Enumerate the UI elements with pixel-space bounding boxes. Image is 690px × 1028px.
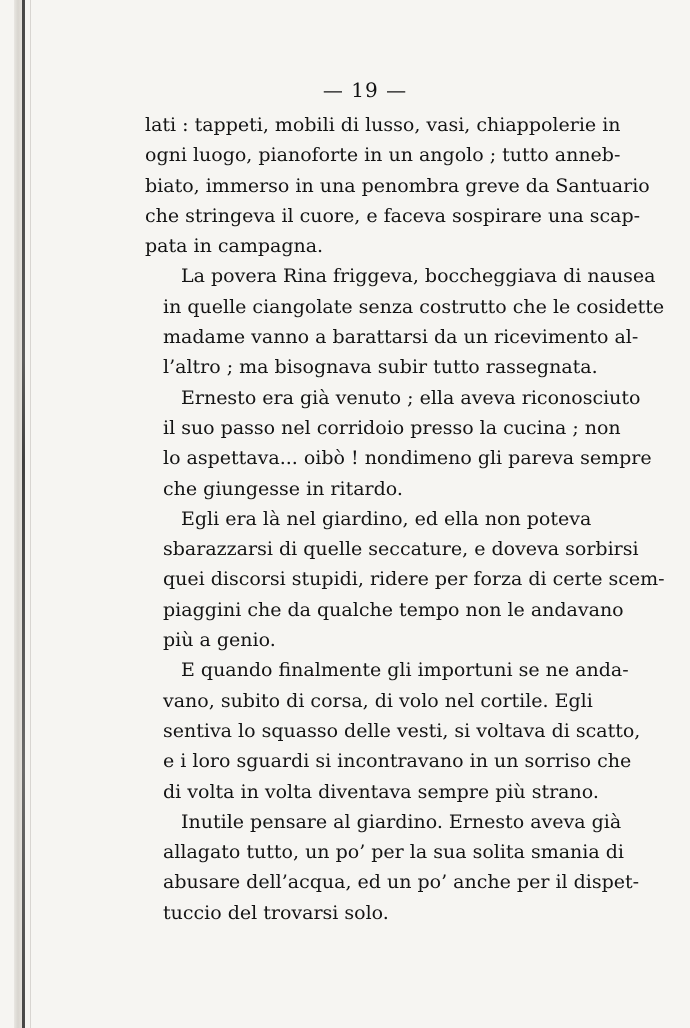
text-line: piaggini che da qualche tempo non le andavano: [163, 598, 624, 621]
text-line: quei discorsi stupidi, ridere per forza di certe scem-: [163, 568, 665, 591]
text-line: E quando finalmente gli importuni se ne anda-: [181, 659, 629, 682]
paragraph: [145, 110, 650, 261]
text-line: Ernesto era già venuto ; ella aveva riconosciuto: [181, 386, 641, 409]
text-line: tuccio del trovarsi solo.: [163, 901, 389, 924]
text-line: madame vanno a barattarsi da un ricevimento al-: [163, 326, 639, 349]
text-line: sbarazzarsi di quelle seccature, e doveva sorbirsi: [163, 538, 639, 561]
text-line: lati : tappeti, mobili di lusso, vasi, chiappolerie in: [145, 114, 621, 136]
text-line: Egli era là nel giardino, ed ella non poteva: [181, 507, 592, 530]
text-line: ogni luogo, pianoforte in un angolo ; tutto anneb-: [145, 144, 621, 167]
text-line: La povera Rina friggeva, boccheggiava di nausea: [181, 265, 656, 288]
text-line: pata in campagna.: [145, 235, 324, 258]
paragraph: [145, 655, 641, 806]
text-line: in quelle ciangolate senza costrutto che le cosidette: [163, 295, 665, 318]
paragraph: [145, 383, 652, 504]
text-line: e i loro sguardi si incontravano in un sorriso che: [163, 750, 632, 773]
page-number: — 19 —: [322, 78, 408, 102]
text-line: che giungesse in ritardo.: [163, 477, 403, 500]
text-line: biato, immerso in una penombra greve da Santuario: [145, 174, 650, 197]
text-line: lo aspettava... oibò ! nondimeno gli pareva sempre: [163, 447, 652, 470]
paragraph: [145, 807, 640, 928]
text-line: più a genio.: [163, 629, 276, 652]
text-line: abusare dell’acqua, ed un po’ anche per il dispet-: [163, 871, 640, 894]
paragraph: [145, 504, 665, 655]
text-line: l’altro ; ma bisognava subir tutto rassegnata.: [163, 356, 598, 379]
text-line: il suo passo nel corridoio presso la cucina ; non: [163, 416, 621, 439]
text-line: Inutile pensare al giardino. Ernesto aveva già: [181, 810, 622, 833]
body-text: [145, 110, 665, 928]
text-line: allagato tutto, un po’ per la sua solita smania di: [163, 841, 624, 864]
book-spine-edge: [22, 0, 25, 1028]
text-line: di volta in volta diventava sempre più strano.: [163, 780, 599, 803]
text-line: sentiva lo squasso delle vesti, si voltava di scatto,: [163, 719, 641, 742]
text-line: vano, subito di corsa, di volo nel cortile. Egli: [163, 689, 593, 712]
paragraph: [145, 261, 665, 382]
text-line: che stringeva il cuore, e faceva sospirare una scap-: [145, 204, 641, 227]
book-spine-crease: [30, 0, 31, 1028]
